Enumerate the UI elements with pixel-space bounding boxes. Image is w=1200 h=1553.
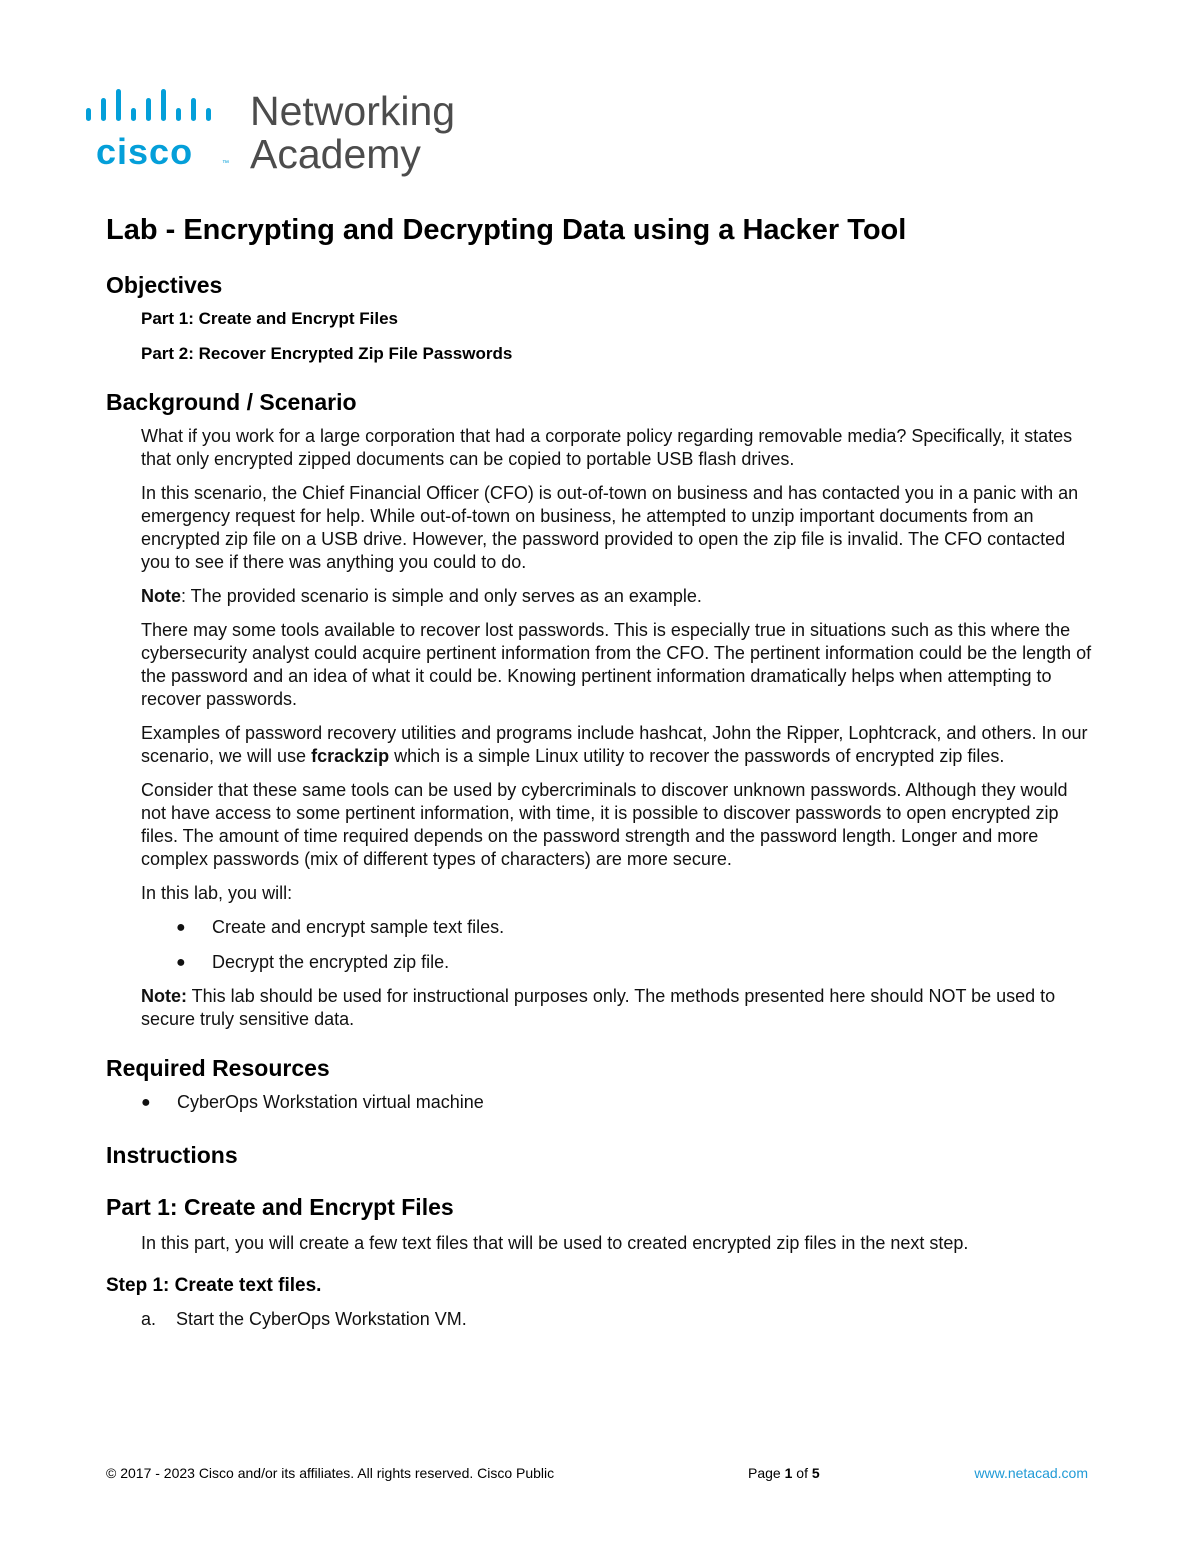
note-text: This lab should be used for instructional purposes only. The methods presented here should NOT be used to secure truly sensitive data. bbox=[141, 986, 1056, 1029]
background-paragraph-2: In this scenario, the Chief Financial Officer (CFO) is out-of-town on business and has contacted you in a panic with an emergency request for help. While out-of-town on business, he attempted to unzip important documents from an encrypted zip file on a USB drive. However, the password provided to open the zip file is invalid. The CFO contacted you to see if there was anything you could to do. bbox=[141, 483, 1079, 572]
resources-list bbox=[106, 1091, 1096, 1114]
required-resources-heading: Required Resources bbox=[106, 1055, 330, 1081]
objective-part-1: Part 1: Create and Encrypt Files bbox=[141, 309, 398, 328]
background-paragraph-6: In this lab, you will: bbox=[141, 883, 293, 903]
logo-academy-text: Academy bbox=[250, 131, 421, 177]
background-paragraph-5: Consider that these same tools can be used by cybercriminals to discover unknown passwords. Although they would not have access to some pertinent information, with time, it is possible to discover passwords to open encrypted zip files. The amount of time required depends on the password strength and the password length. Longer and more complex passwords (mix of different types of characters) are more secure. bbox=[141, 780, 1068, 869]
note-scenario bbox=[141, 585, 1096, 608]
objective-part-2: Part 2: Recover Encrypted Zip File Passwords bbox=[141, 344, 513, 363]
page-title: Lab - Encrypting and Decrypting Data using a Hacker Tool bbox=[106, 214, 907, 246]
footer-page-number: Page 1 of 5 bbox=[748, 1465, 820, 1481]
footer-copyright: © 2017 - 2023 Cisco and/or its affiliates. All rights reserved. Cisco Public bbox=[106, 1465, 555, 1481]
tool-name-fcrackzip: fcrackzip bbox=[311, 746, 390, 766]
logo-networking-text: Networking bbox=[250, 88, 456, 134]
cisco-bars-icon bbox=[86, 86, 236, 130]
step-item-marker: a. bbox=[141, 1309, 157, 1329]
note-label: Note: bbox=[141, 986, 187, 1006]
list-item: ● Decrypt the encrypted zip file. bbox=[176, 952, 450, 972]
background-paragraph-1: What if you work for a large corporation that had a corporate policy regarding removable media? Specifically, it states that only encrypted zipped documents can be copied to portable USB flash drives. bbox=[141, 426, 1073, 469]
part-1-heading: Part 1: Create and Encrypt Files bbox=[106, 1194, 454, 1220]
step-item bbox=[141, 1308, 1096, 1331]
background-paragraph-3: There may some tools available to recover lost passwords. This is especially true in situations such as this where the cybersecurity analyst could acquire pertinent information from the CFO. The pertinent information could be the length of the password and an idea of what it could be. Knowing pertinent information dramatically helps when attempting to recover passwords. bbox=[141, 620, 1092, 709]
footer-website-link[interactable]: www.netacad.com bbox=[974, 1465, 1088, 1481]
bullet-icon: ● bbox=[176, 954, 186, 971]
list-item: ● CyberOps Workstation virtual machine bbox=[141, 1092, 484, 1112]
step-item-text: Start the CyberOps Workstation VM. bbox=[176, 1309, 467, 1329]
cisco-wordmark: cisco bbox=[96, 131, 194, 172]
objectives-heading: Objectives bbox=[106, 272, 223, 298]
paragraph-4-after: which is a simple Linux utility to recover the passwords of encrypted zip files. bbox=[389, 746, 1005, 766]
background-heading: Background / Scenario bbox=[106, 389, 357, 415]
part-1-intro: In this part, you will create a few text files that will be used to created encrypted zip files in the next step. bbox=[141, 1233, 969, 1253]
bullet-icon: ● bbox=[176, 919, 186, 936]
list-item: ● Create and encrypt sample text files. bbox=[176, 917, 505, 937]
instructions-heading: Instructions bbox=[106, 1142, 238, 1168]
step-1-heading: Step 1: Create text files. bbox=[106, 1275, 322, 1296]
note-instructional bbox=[141, 985, 1096, 1031]
cisco-networking-academy-logo bbox=[86, 86, 486, 182]
bullet-icon: ● bbox=[141, 1094, 151, 1111]
paragraph-4-before: Examples of password recovery utilities and programs include hashcat, John the Ripper, Lophtcrack, and others. In our scenario, we will use bbox=[141, 723, 1088, 766]
note-text: : The provided scenario is simple and only serves as an example. bbox=[181, 586, 702, 606]
background-paragraph-4 bbox=[141, 722, 1096, 768]
lab-tasks-list bbox=[106, 916, 1096, 974]
page-footer bbox=[106, 1463, 1096, 1485]
trademark-mark: ™ bbox=[222, 160, 229, 167]
note-label: Note bbox=[141, 586, 181, 606]
document-content bbox=[106, 210, 1096, 1331]
